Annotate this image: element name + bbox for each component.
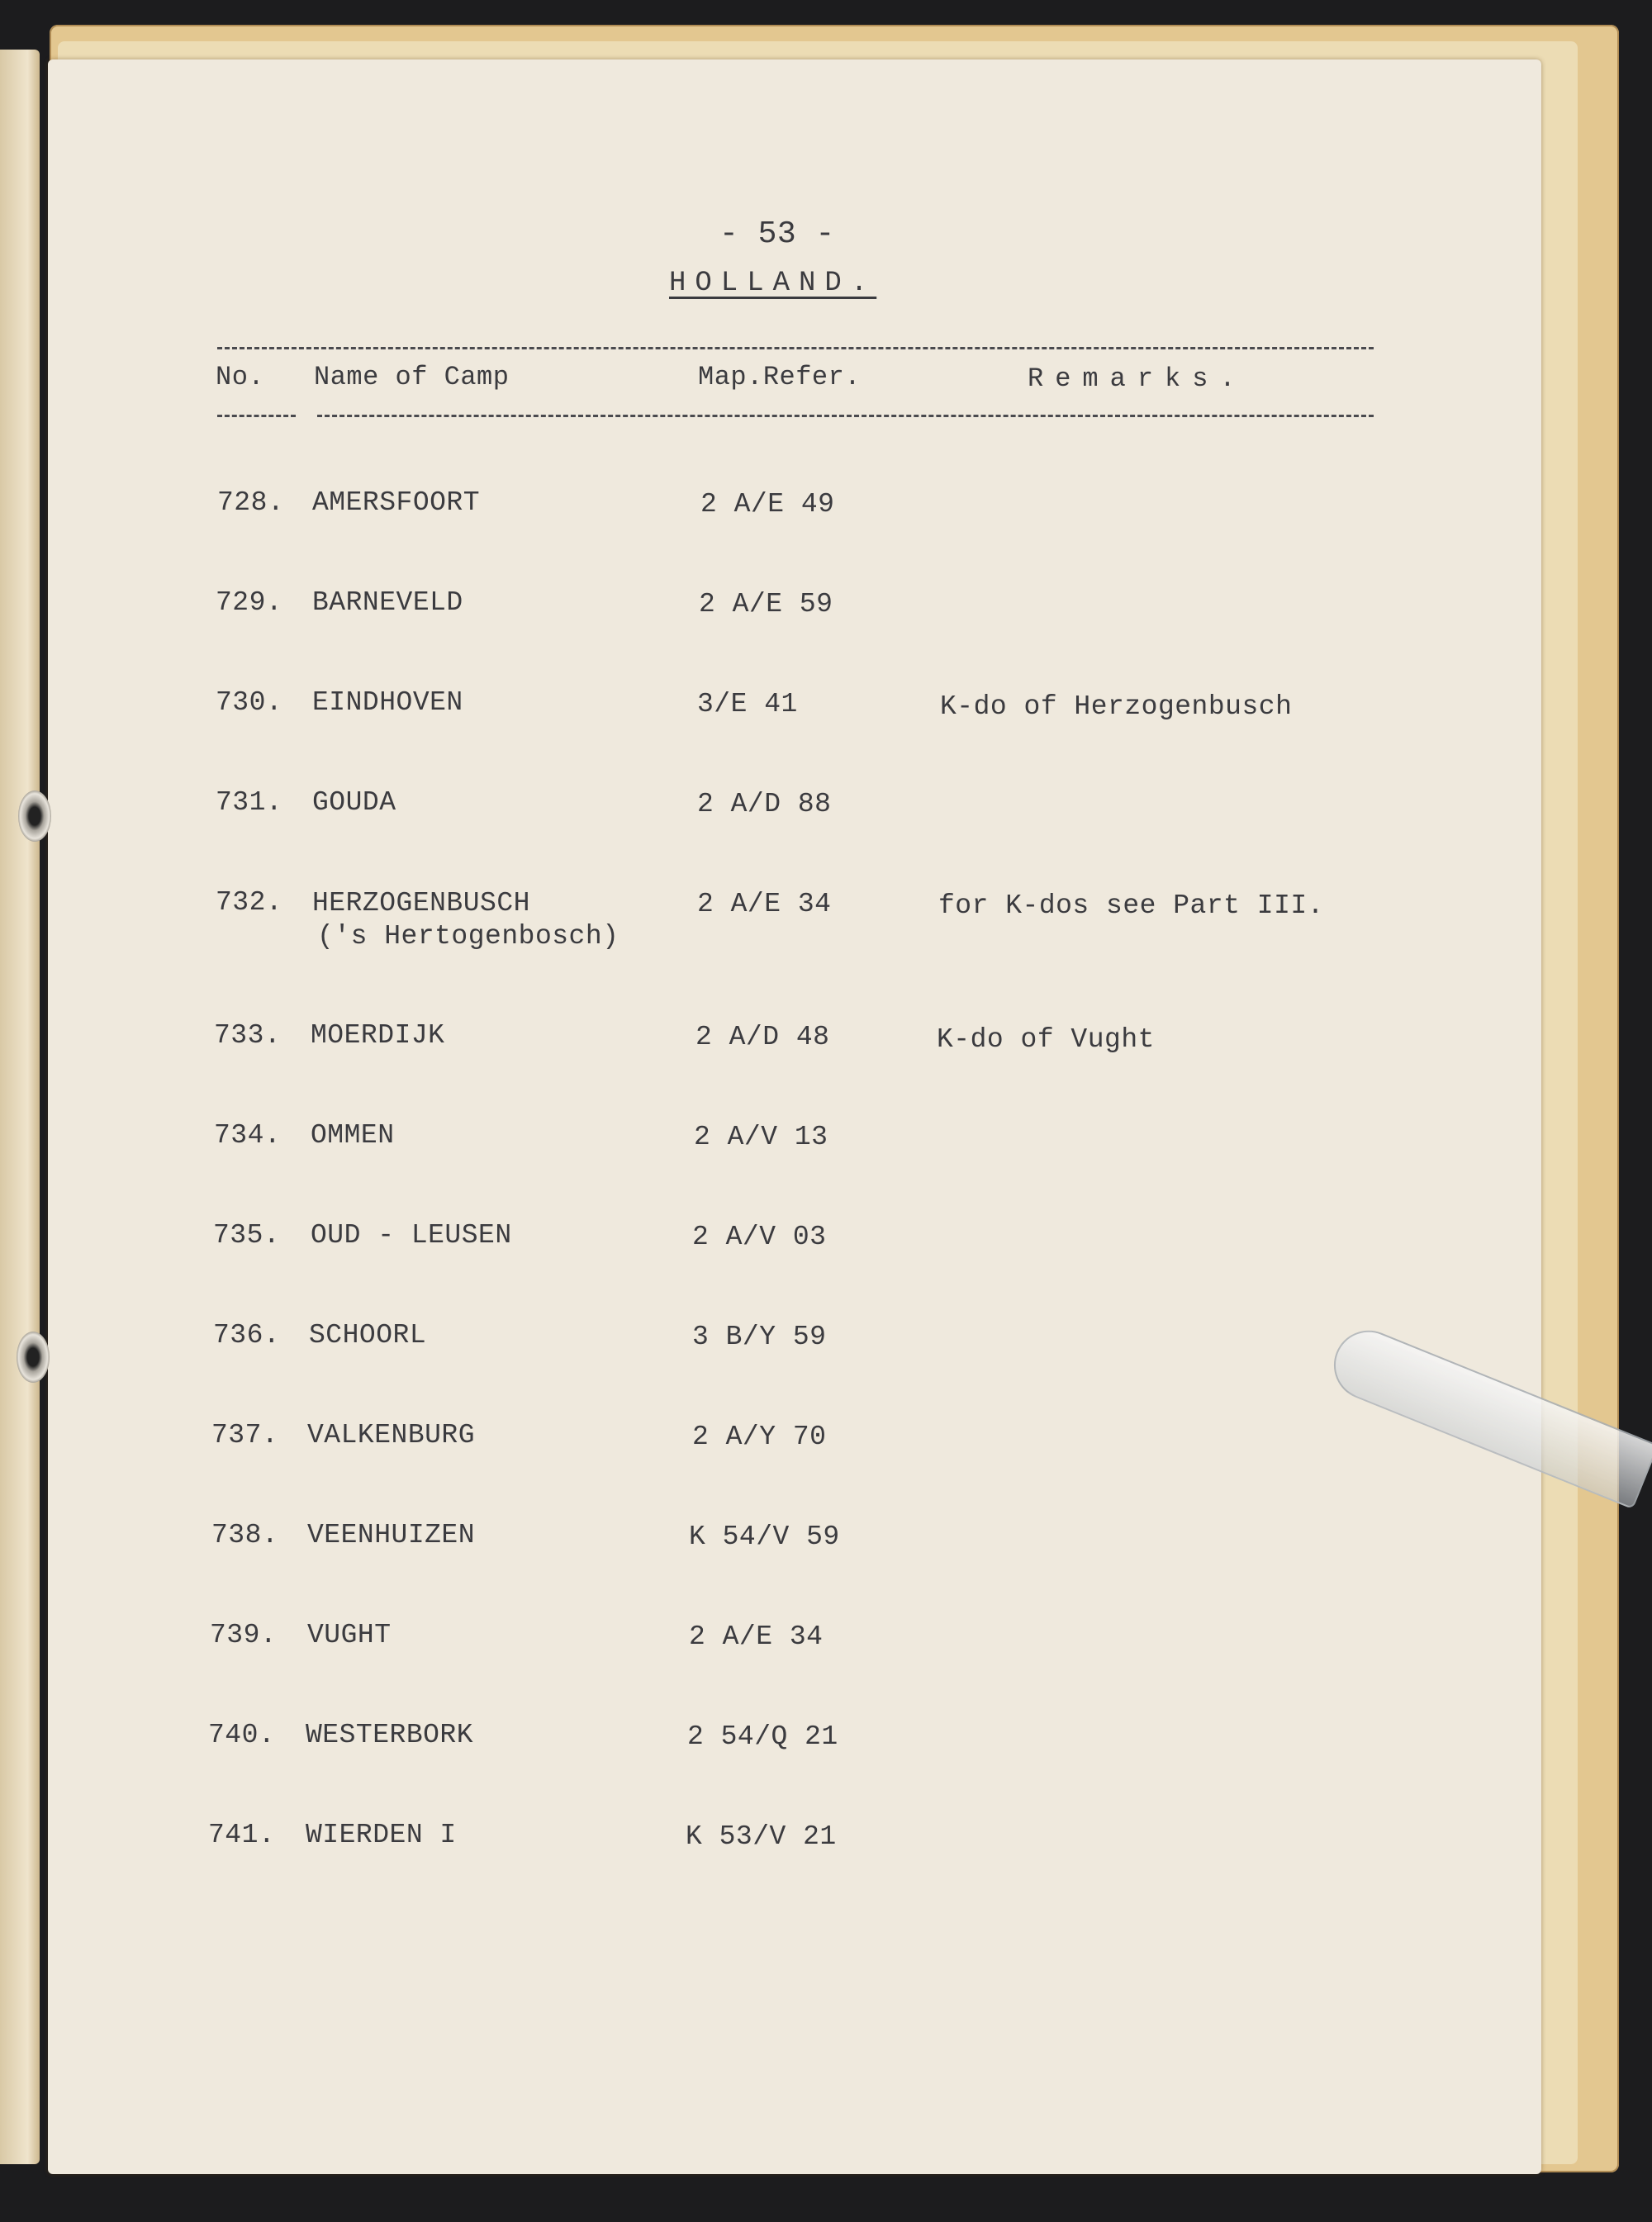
page-number: - 53 - — [719, 216, 835, 252]
camp-name: MOERDIJK — [311, 1020, 445, 1051]
binder-ring-hole-icon — [18, 791, 51, 842]
camp-name-alternate: ('s Hertogenbosch) — [317, 921, 620, 952]
typed-page — [48, 59, 1541, 2174]
row-number: 733. — [214, 1020, 282, 1051]
column-header-map: Map.Refer. — [698, 362, 862, 392]
camp-name: WIERDEN I — [306, 1820, 457, 1850]
map-reference: 2 A/V 03 — [692, 1222, 827, 1252]
map-reference: 2 54/Q 21 — [687, 1721, 838, 1752]
camp-name: VALKENBURG — [307, 1420, 476, 1450]
camp-name: GOUDA — [312, 787, 396, 818]
row-number: 729. — [216, 587, 283, 618]
remarks: for K-dos see Part III. — [938, 890, 1324, 921]
map-reference: 2 A/V 13 — [694, 1122, 828, 1152]
header-rule-top — [217, 347, 1374, 349]
column-header-name: Name of Camp — [314, 362, 510, 392]
map-reference: 2 A/E 34 — [697, 889, 832, 919]
map-reference: 2 A/E 34 — [689, 1621, 824, 1652]
facing-page-edge — [0, 50, 40, 2164]
row-number: 728. — [217, 487, 285, 518]
binder-ring-hole-icon — [17, 1332, 50, 1383]
row-number: 741. — [208, 1820, 276, 1850]
remarks: K-do of Vught — [937, 1024, 1155, 1055]
row-number: 738. — [211, 1520, 279, 1550]
camp-name: BARNEVELD — [312, 587, 463, 618]
map-reference: 2 A/E 59 — [699, 589, 833, 620]
row-number: 731. — [216, 787, 283, 818]
row-number: 732. — [216, 887, 283, 918]
column-header-no: No. — [216, 362, 265, 392]
map-reference: 3 B/Y 59 — [692, 1322, 827, 1352]
camp-name: AMERSFOORT — [312, 487, 481, 518]
camp-name: WESTERBORK — [306, 1720, 474, 1750]
map-reference: 2 A/E 49 — [700, 489, 835, 520]
camp-name: VEENHUIZEN — [307, 1520, 476, 1550]
map-reference: 2 A/D 48 — [695, 1022, 830, 1052]
row-number: 739. — [210, 1620, 278, 1650]
map-reference: K 54/V 59 — [689, 1522, 840, 1552]
page-title: HOLLAND. — [669, 268, 877, 299]
row-number: 740. — [208, 1720, 276, 1750]
camp-name: EINDHOVEN — [312, 687, 463, 718]
camp-name: OMMEN — [311, 1120, 395, 1151]
row-number: 736. — [213, 1320, 281, 1351]
camp-name: HERZOGENBUSCH — [312, 888, 530, 919]
header-rule-bottom-no — [217, 415, 296, 417]
camp-name: OUD - LEUSEN — [311, 1220, 512, 1251]
row-number: 734. — [214, 1120, 282, 1151]
map-reference: 2 A/Y 70 — [692, 1422, 827, 1452]
row-number: 737. — [211, 1420, 279, 1450]
map-reference: 3/E 41 — [697, 689, 798, 719]
map-reference: K 53/V 21 — [686, 1821, 837, 1852]
camp-name: VUGHT — [307, 1620, 392, 1650]
camp-name: SCHOORL — [309, 1320, 427, 1351]
map-reference: 2 A/D 88 — [697, 789, 832, 819]
remarks: K-do of Herzogenbusch — [940, 691, 1293, 722]
row-number: 730. — [216, 687, 283, 718]
row-number: 735. — [213, 1220, 281, 1251]
header-rule-bottom — [317, 415, 1374, 417]
column-header-remarks: Remarks. — [1028, 363, 1247, 394]
